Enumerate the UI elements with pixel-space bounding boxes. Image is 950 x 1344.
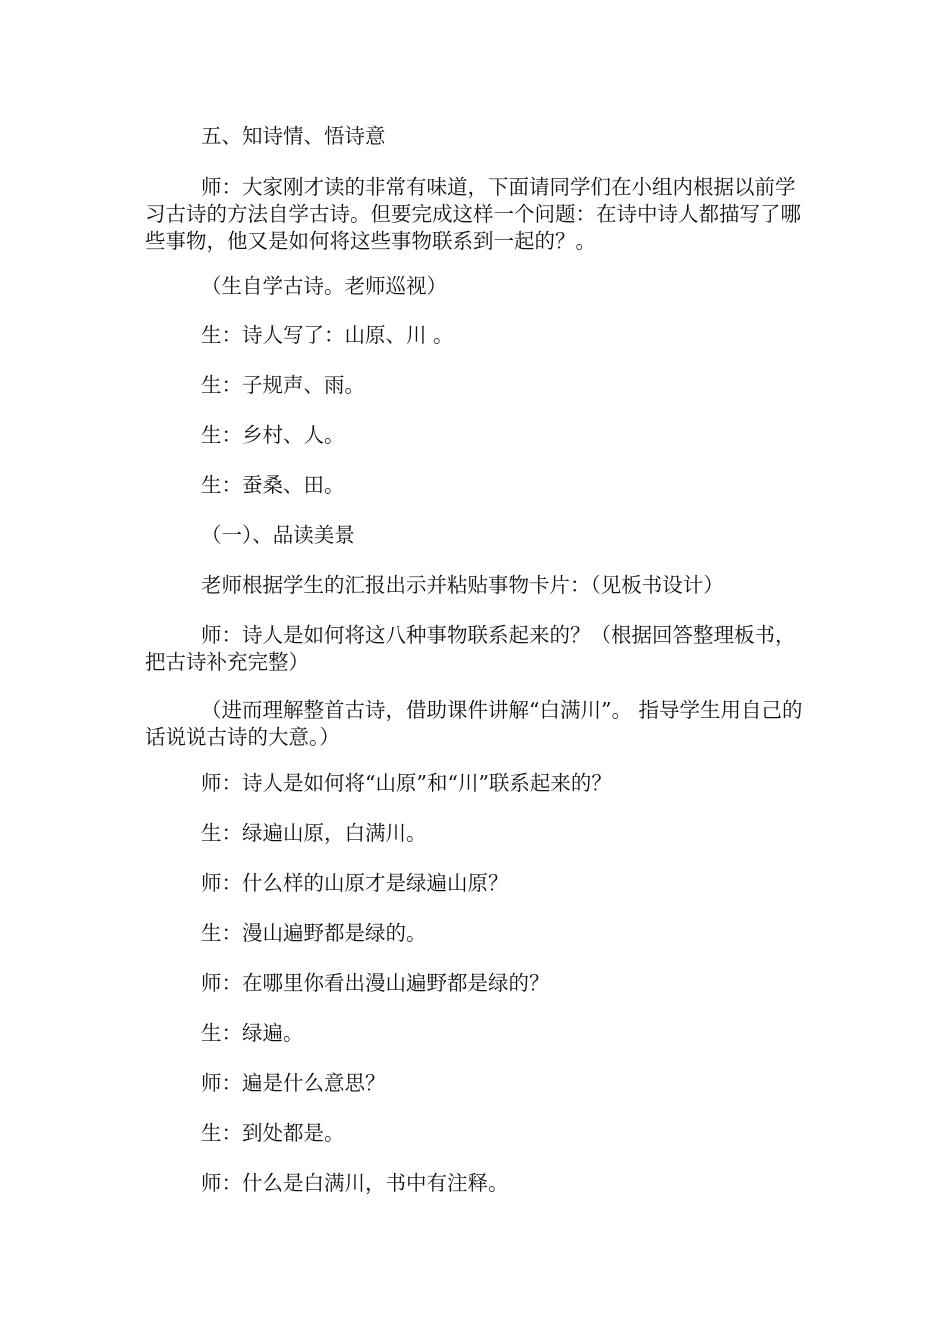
paragraph: 老师根据学生的汇报出示并粘贴事物卡片：（见板书设计） <box>201 573 724 597</box>
paragraph: 生：到处都是。 <box>201 1121 345 1145</box>
paragraph: 生：诗人写了：山原、川 。 <box>201 323 454 347</box>
paragraph: 生：绿遍。 <box>201 1021 304 1045</box>
paragraph: 师：什么样的山原才是绿遍山原？ <box>201 871 509 895</box>
section-heading: 五、知诗情、悟诗意 <box>201 124 386 148</box>
paragraph: 生：漫山遍野都是绿的。 <box>201 921 427 945</box>
paragraph: 师：什么是白满川，书中有注释。 <box>201 1171 509 1195</box>
paragraph: 生：绿遍山原，白满川。 <box>201 821 427 845</box>
paragraph: 师：在哪里你看出漫山遍野都是绿的？ <box>201 971 550 995</box>
paragraph: 生：子规声、雨。 <box>201 373 365 397</box>
paragraph: （进而理解整首古诗，借助课件讲解“白满川”。 指导学生用自己的话说说古诗的大意。） <box>145 698 803 749</box>
paragraph: 生：蚕桑、田。 <box>201 473 345 497</box>
paragraph: 师：诗人是如何将这八种事物联系起来的？（根据回答整理板书，把古诗补充完整） <box>145 623 796 674</box>
paragraph: 师：大家刚才读的非常有味道，下面请同学们在小组内根据以前学习古诗的方法自学古诗。但要完成这样一个问题：在诗中诗人都描写了哪些事物，他又是如何将这些事物联系到一起的？。 <box>145 175 801 253</box>
subsection-heading: （一）、品读美景 <box>201 523 355 547</box>
paragraph: 师：诗人是如何将“山原”和“川”联系起来的？ <box>201 771 612 795</box>
paragraph: 生：乡村、人。 <box>201 423 345 447</box>
paragraph: （生自学古诗。老师巡视） <box>201 274 447 298</box>
paragraph: 师：遍是什么意思？ <box>201 1071 386 1095</box>
